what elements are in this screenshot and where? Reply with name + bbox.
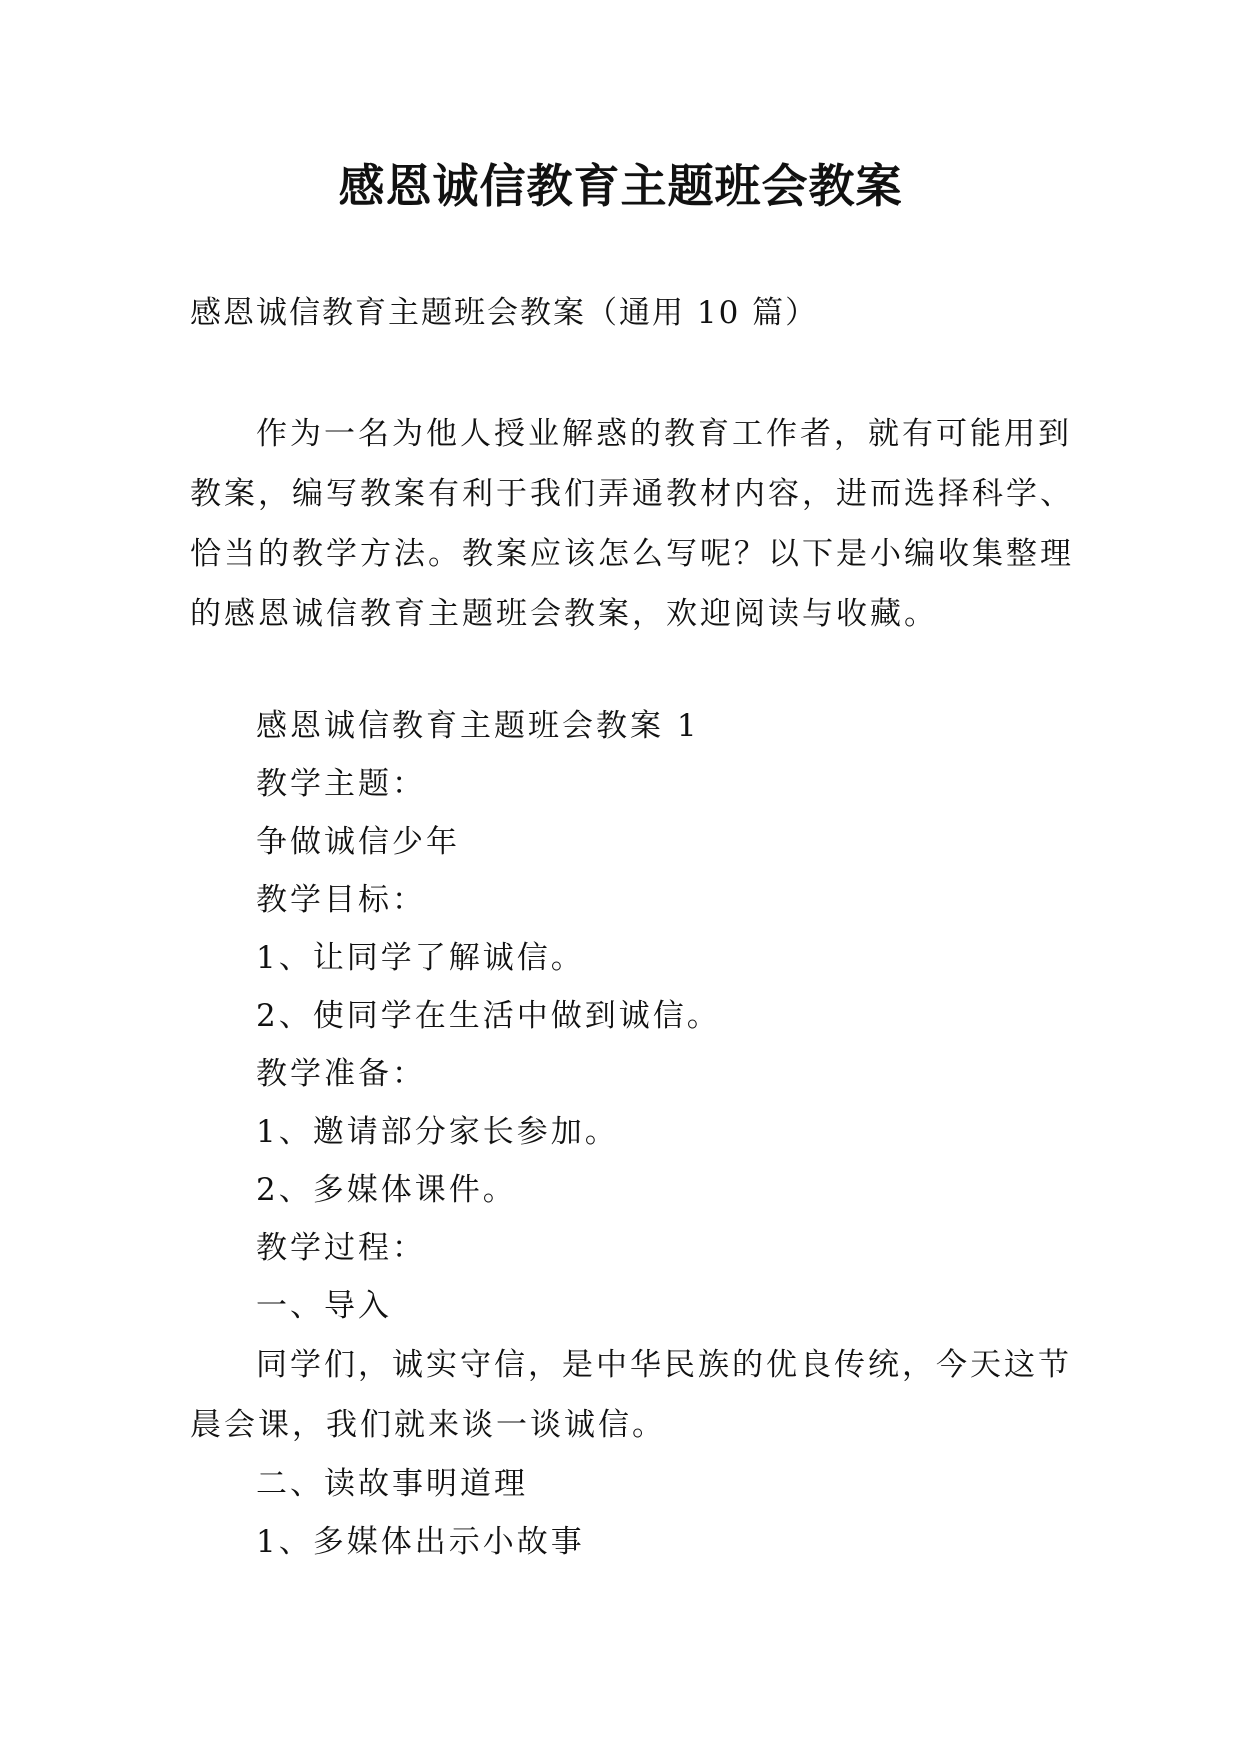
body-line: 教学准备： xyxy=(256,1056,426,1092)
body-line: 2、多媒体课件。 xyxy=(256,1172,517,1208)
body-line: 2、使同学在生活中做到诚信。 xyxy=(256,998,721,1034)
document-title: 感恩诚信教育主题班会教案 xyxy=(338,159,903,213)
document-subtitle: 感恩诚信教育主题班会教案（通用 10 篇） xyxy=(190,295,819,331)
body-line: 1、让同学了解诚信。 xyxy=(256,940,585,976)
body-line: 争做诚信少年 xyxy=(256,824,460,860)
body-line: 二、读故事明道理 xyxy=(256,1466,528,1502)
body-line: 1、多媒体出示小故事 xyxy=(256,1524,585,1560)
body-line: 一、导入 xyxy=(256,1288,392,1324)
body-line: 教学主题： xyxy=(256,766,426,802)
body-line: 1、邀请部分家长参加。 xyxy=(256,1114,619,1150)
body-line: 教学过程： xyxy=(256,1230,426,1266)
lesson-plan-body xyxy=(190,697,1090,1571)
intro-paragraph: 作为一名为他人授业解惑的教育工作者，就有可能用到教案，编写教案有利于我们弄通教材内容，进而选择科学、恰当的教学方法。教案应该怎么写呢？以下是小编收集整理的感恩诚信教育主题班会教案，欢迎阅读与收藏。 xyxy=(190,416,1074,632)
body-line: 教学目标： xyxy=(256,882,426,918)
section-heading: 感恩诚信教育主题班会教案 1 xyxy=(256,708,700,744)
body-paragraph: 同学们，诚实守信，是中华民族的优良传统，今天这节晨会课，我们就来谈一谈诚信。 xyxy=(190,1347,1072,1443)
